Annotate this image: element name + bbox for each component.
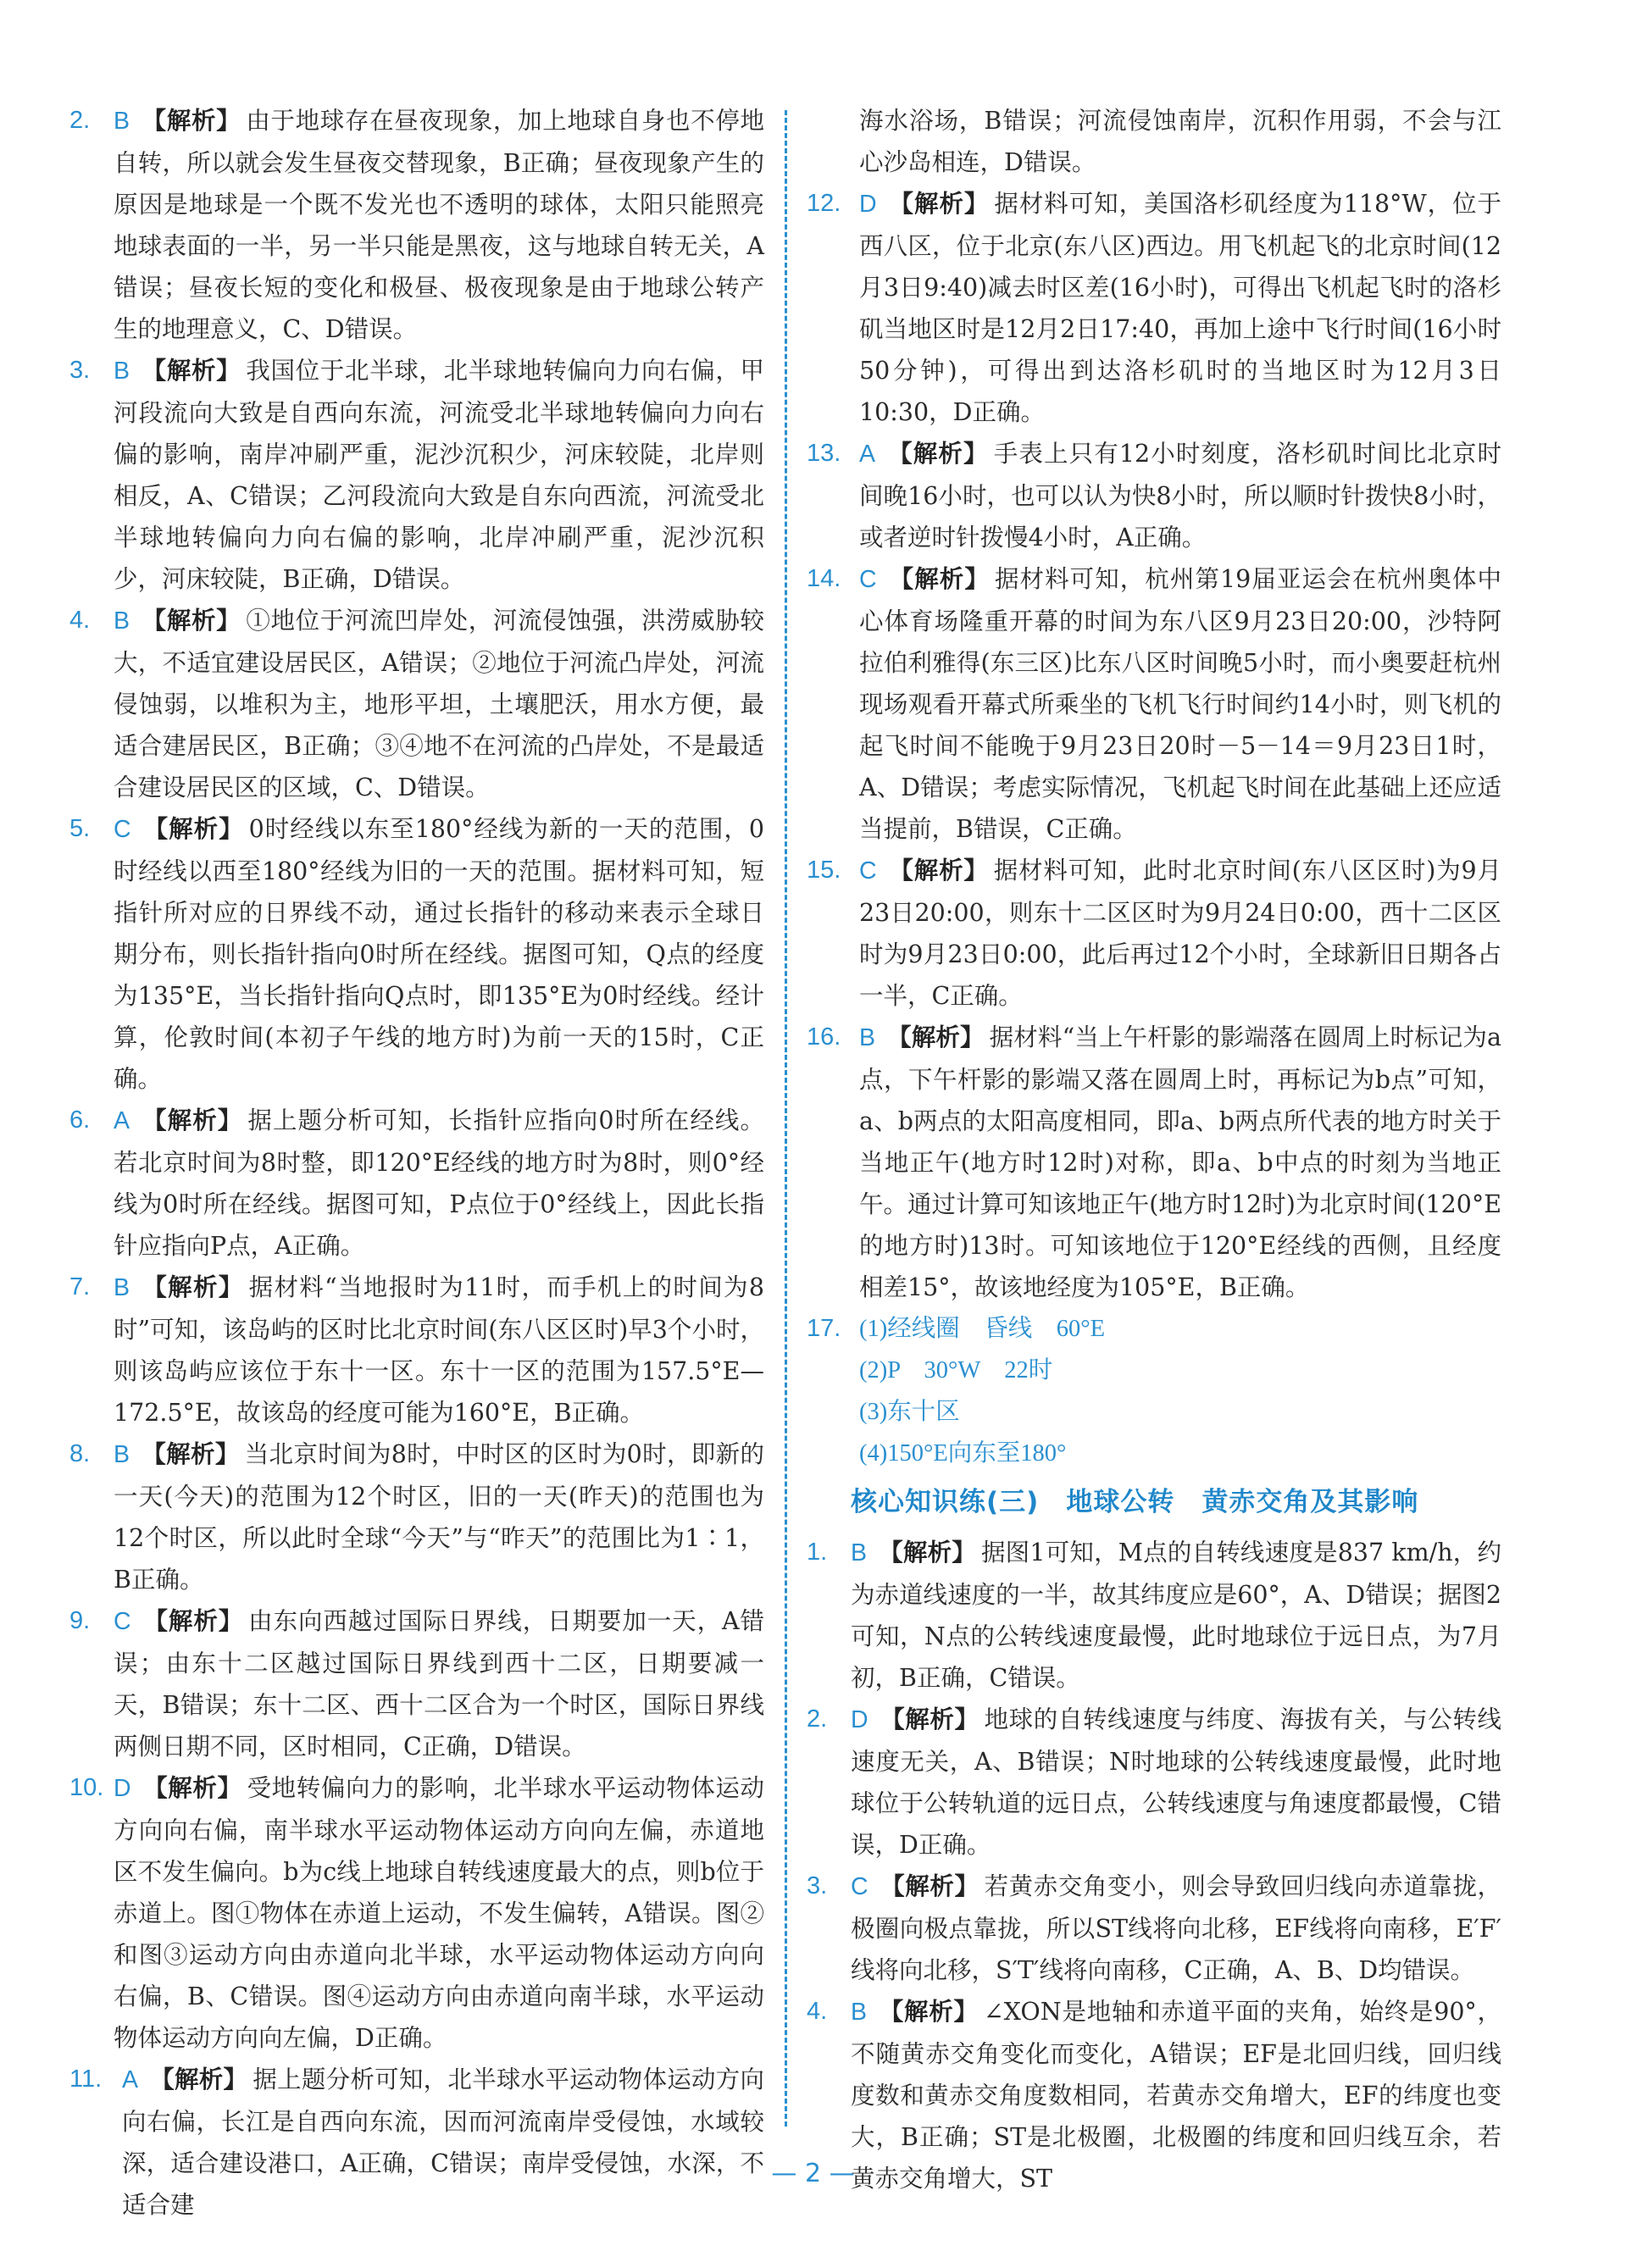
analysis-tag: 【解析】 [142, 1273, 244, 1301]
answer-item [807, 1017, 1501, 1308]
analysis-tag: 【解析】 [142, 1606, 244, 1635]
question-number: 3. [69, 357, 91, 384]
analysis-text: 据材料可知，美国洛杉矶经度为118°W，位于西八区，位于北京(东八区)西边。用飞机起飞的北京时间(12月3日9:40)减去时区差(16小时)，可得出飞机起飞时的洛杉矶当地区时是12月2日17:40，再加上途中飞行时间(16小时50分钟)，可得出到达洛杉矶时的当地区时为12月3日10:30，D正确。 [859, 190, 1501, 426]
fill-answer-line: (1)经线圈 昏线 60°E [859, 1316, 1106, 1342]
answer-item [807, 558, 1501, 850]
question-number: 7. [69, 1273, 91, 1300]
analysis-tag: 【解析】 [887, 439, 989, 468]
page-number: — 2 — [771, 2159, 855, 2188]
answer-item [807, 183, 1501, 433]
analysis-tag: 【解析】 [880, 1705, 979, 1733]
analysis-tag: 【解析】 [888, 856, 989, 884]
answer-letter: B [851, 1999, 868, 2026]
answer-letter: B [114, 108, 130, 135]
answer-letter: B [114, 358, 130, 385]
analysis-tag: 【解析】 [880, 1872, 979, 1900]
answer-item [807, 1532, 1501, 1699]
analysis-text: 据上题分析可知，长指针应指向0时所在经线。若北京时间为8时整，即120°E经线的地方时为8时，则0°经线为0时所在经线。据图可知，P点位于0°经线上，因此长指针应指向P点，A正确。 [114, 1106, 764, 1260]
fill-answer-line: (3)东十区 [859, 1399, 960, 1425]
question-number: 9. [69, 1607, 91, 1634]
answer-item [807, 850, 1501, 1017]
analysis-tag: 【解析】 [142, 606, 241, 635]
answer-letter: A [859, 441, 876, 468]
answer-letter: B [114, 1441, 130, 1468]
fill-answer-line: (2)P 30°W 22时 [859, 1357, 1053, 1384]
question-number: 10. [69, 1774, 104, 1801]
analysis-text: 据材料可知，此时北京时间(东八区区时)为9月23日20:00，则东十二区区时为9月24日0:00，西十二区区时为9月23日0:00，此后再过12个小时，全球新旧日期各占一半，C正确。 [859, 857, 1501, 1010]
answer-item [69, 1267, 764, 1433]
section-title: 核心知识练(三) 地球公转 黄赤交角及其影响 [851, 1487, 1419, 1517]
analysis-tag: 【解析】 [888, 564, 990, 593]
answer-item [69, 600, 764, 808]
answer-letter: B [114, 607, 130, 635]
left-column [69, 100, 764, 2268]
question-number: 8. [69, 1440, 91, 1467]
analysis-tag: 【解析】 [142, 106, 241, 135]
analysis-text: 海水浴场，B错误；河流侵蚀南岸，沉积作用弱，不会与江心沙岛相连，D错误。 [859, 107, 1501, 176]
analysis-text: 据上题分析可知，北半球水平运动物体运动方向向右偏，长江是自西向东流，因而河流南岸受侵蚀，水域较深，适合建设港口，A正确，C错误；南岸受侵蚀，水深，不适合建 [122, 2066, 764, 2219]
analysis-text: 据材料“当地报时为11时，而手机上的时间为8时”可知，该岛屿的区时比北京时间(东八区区时)早3个小时，则该岛屿应该位于东十一区。东十一区的范围为157.5°E—172.5°E，故该岛的经度可能为160°E，B正确。 [114, 1273, 764, 1427]
analysis-tag: 【解析】 [879, 1538, 976, 1567]
answer-letter: C [114, 1608, 131, 1635]
analysis-text: 我国位于北半球，北半球地转偏向力向右偏，甲河段流向大致是自西向东流，河流受北半球地转偏向力向右偏的影响，南岸冲刷严重，泥沙沉积少，河床较陡，北岸则相反，A、C错误；乙河段流向大致是自东向西流，河流受北半球地转偏向力向右偏的影响，北岸冲刷严重，泥沙沉积少，河床较陡，B正确，D错误。 [114, 357, 764, 593]
analysis-text: 受地转偏向力的影响，北半球水平运动物体运动方向向右偏，南半球水平运动物体运动方向向左偏，赤道地区不发生偏向。b为c线上地球自转线速度最大的点，则b位于赤道上。图①物体在赤道上运动，不发生偏转，A错误。图②和图③运动方向由赤道向北半球，水平运动物体运动方向向右偏，B、C错误。图④运动方向由赤道向南半球，水平运动物体运动方向向左偏，D正确。 [114, 1774, 764, 2052]
answer-letter: D [114, 1775, 131, 1802]
question-number: 13. [807, 440, 841, 467]
fill-in-answer [807, 1308, 1501, 1474]
analysis-tag: 【解析】 [142, 814, 244, 843]
question-number: 3. [807, 1872, 828, 1899]
analysis-tag: 【解析】 [142, 1106, 243, 1134]
question-number: 4. [69, 607, 91, 634]
answer-letter: A [114, 1107, 130, 1134]
question-number: 2. [69, 107, 91, 134]
answer-letter: B [851, 1539, 868, 1567]
answer-item [69, 808, 764, 1100]
analysis-tag: 【解析】 [142, 1439, 240, 1468]
analysis-tag: 【解析】 [887, 1023, 985, 1051]
analysis-text: 若黄赤交角变小，则会导致回归线向赤道靠拢，极圈向极点靠拢，所以ST线将向北移，EF线将向南移，E′F′线将向北移，S′T′线将向南移，C正确，A、B、D均错误。 [851, 1872, 1501, 1984]
answer-item [69, 100, 764, 350]
question-number: 2. [807, 1705, 828, 1733]
analysis-text: 由于地球存在昼夜现象，加上地球自身也不停地自转，所以就会发生昼夜交替现象，B正确；昼夜现象产生的原因是地球是一个既不发光也不透明的球体，太阳只能照亮地球表面的一半，另一半只能是黑夜，这与地球自转无关，A错误；昼夜长短的变化和极昼、极夜现象是由于地球公转产生的地理意义，C、D错误。 [114, 107, 764, 343]
answer-letter: C [859, 857, 877, 884]
analysis-text: 据图1可知，M点的自转线速度是837 km/h，约为赤道线速度的一半，故其纬度应是60°，A、D错误；据图2可知，N点的公转线速度最慢，此时地球位于远日点，为7月初，B正确，C错误。 [851, 1539, 1501, 1692]
answer-letter: D [851, 1706, 868, 1733]
question-number: 5. [69, 815, 91, 842]
answer-item [807, 1866, 1501, 1991]
analysis-text: ∠XON是地轴和赤道平面的夹角，始终是90°，不随黄赤交角变化而变化，A错误；EF是北回归线，回归线度数和黄赤交角度数相同，若黄赤交角增大，EF的纬度也变大，B正确；ST是北极圈，北极圈的纬度和回归线互余，若黄赤交角增大，ST [851, 1998, 1501, 2193]
fill-answer-line: (4)150°E向东至180° [859, 1440, 1067, 1467]
answer-item [807, 433, 1501, 558]
answer-letter: A [122, 2066, 139, 2093]
answer-item [69, 350, 764, 600]
analysis-tag: 【解析】 [150, 2065, 248, 2093]
right-column [807, 100, 1501, 2199]
answer-letter: C [859, 566, 877, 593]
question-number: 11. [69, 2066, 103, 2093]
question-number: 1. [807, 1539, 828, 1566]
answer-item [69, 2059, 764, 2226]
analysis-text: 由东向西越过国际日界线，日期要加一天，A错误；由东十二区越过国际日界线到西十二区，日期要减一天，B错误；东十二区、西十二区合为一个时区，国际日界线两侧日期不同，区时相同，C正确，D错误。 [114, 1607, 764, 1761]
column-divider [785, 110, 787, 2127]
answer-letter: C [114, 816, 131, 843]
answer-letter: B [859, 1024, 876, 1051]
question-number: 4. [807, 1998, 828, 2025]
analysis-text: 地球的自转线速度与纬度、海拔有关，与公转线速度无关，A、B错误；N时地球的公转线速度最慢，此时地球位于公转轨道的远日点，公转线速度与角速度都最慢，C错误，D正确。 [851, 1705, 1501, 1859]
question-number: 15. [807, 857, 841, 884]
answer-letter: B [114, 1274, 130, 1301]
analysis-text: ①地位于河流凹岸处，河流侵蚀强，洪涝威胁较大，不适宜建设居民区，A错误；②地位于河流凸岸处，河流侵蚀弱，以堆积为主，地形平坦，土壤肥沃，用水方便，最适合建居民区，B正确；③④地不在河流的凸岸处，不是最适合建设居民区的区域，C、D错误。 [114, 607, 764, 801]
analysis-tag: 【解析】 [142, 1773, 242, 1802]
analysis-text: 据材料可知，杭州第19届亚运会在杭州奥体中心体育场隆重开幕的时间为东八区9月23日20:00，沙特阿拉伯利雅得(东三区)比东八区时间晚5小时，而小奥要赶杭州现场观看开幕式所乘坐的飞机飞行时间约14小时，则飞机的起飞时间不能晚于9月23日20时－5－14＝9月23日1时，A、D错误；考虑实际情况，飞机起飞时间在此基础上还应适当提前，B错误，C正确。 [859, 565, 1501, 843]
analysis-text: 手表上只有12小时刻度，洛杉矶时间比北京时间晚16小时，也可以认为快8小时，所以顺时针拨快8小时，或者逆时针拨慢4小时，A正确。 [859, 440, 1501, 552]
analysis-tag: 【解析】 [142, 356, 241, 385]
analysis-text: 据材料“当上午杆影的影端落在圆周上时标记为a点，下午杆影的影端又落在圆周上时，再标记为b点”可知，a、b两点的太阳高度相同，即a、b两点所代表的地方时关于当地正午(地方时12时)对称，即a、b中点的时刻为当地正午。通过计算可知该地正午(地方时12时)为北京时间(120°E的地方时)13时。可知该地位于120°E经线的西侧，且经度相差15°，故该地经度为105°E，B正确。 [859, 1023, 1501, 1301]
analysis-tag: 【解析】 [879, 1997, 979, 2026]
answer-item [69, 1600, 764, 1767]
answer-letter: C [851, 1873, 868, 1900]
question-number: 12. [807, 190, 841, 217]
answer-item [69, 1767, 764, 2059]
analysis-tag: 【解析】 [888, 189, 990, 218]
question-number: 14. [807, 565, 841, 592]
continuation-text [807, 100, 1501, 183]
analysis-text: 0时经线以东至180°经线为新的一天的范围，0时经线以西至180°经线为旧的一天的范围。据材料可知，短指针所对应的日界线不动，通过长指针的移动来表示全球日期分布，则长指针指向0时所在经线。据图可知，Q点的经度为135°E，当长指针指向Q点时，即135°E为0时经线。经计算，伦敦时间(本初子午线的地方时)为前一天的15时，C正确。 [114, 815, 764, 1093]
question-number: 17. [807, 1315, 841, 1342]
answer-item [69, 1433, 764, 1600]
answer-letter: D [859, 191, 877, 218]
question-number: 6. [69, 1106, 91, 1134]
answer-item [807, 1699, 1501, 1866]
answer-item [69, 2226, 764, 2268]
question-number: 16. [807, 1023, 841, 1051]
analysis-text: 当北京时间为8时，中时区的区时为0时，即新的一天(今天)的范围为12个时区，旧的一天(昨天)的范围也为12个时区，所以此时全球“今天”与“昨天”的范围比为1∶1，B正确。 [114, 1440, 764, 1594]
answer-item [69, 1100, 764, 1267]
